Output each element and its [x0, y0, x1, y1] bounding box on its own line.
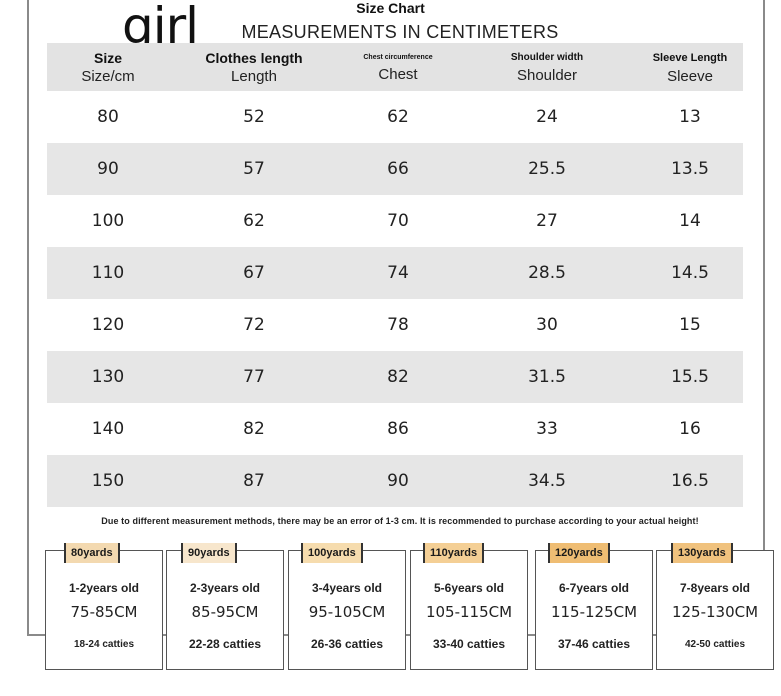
cell-sleeve: 15 [679, 315, 701, 335]
card-size-tag: 120yards [548, 543, 610, 563]
header-size-sub: Size/cm [81, 68, 135, 85]
cell-length: 72 [243, 315, 265, 335]
cell-length: 82 [243, 419, 265, 439]
cell-shoulder: 24 [536, 107, 558, 127]
cell-size: 100 [91, 211, 125, 231]
cell-shoulder: 27 [536, 211, 558, 231]
cell-chest: 66 [387, 159, 409, 179]
card-height-range: 75-85CM [70, 603, 138, 621]
cell-length: 67 [243, 263, 265, 283]
card-height-range: 85-95CM [191, 603, 259, 621]
header-length [169, 43, 339, 91]
card-age: 7-8years old [679, 581, 751, 595]
cell-chest: 90 [387, 471, 409, 491]
header-chest-label: Chest circumference [363, 54, 433, 61]
table-row [47, 299, 743, 351]
cell-sleeve: 13.5 [671, 159, 709, 179]
size-cards [0, 540, 781, 680]
header-chest-sub: Chest [378, 66, 418, 83]
cell-sleeve: 14.5 [671, 263, 709, 283]
card-age: 3-4years old [311, 581, 383, 595]
cell-size: 130 [91, 367, 125, 387]
card-weight-range: 22-28 catties [188, 637, 262, 651]
card-size-tag: 130yards [671, 543, 733, 563]
header-size-label: Size [93, 50, 122, 66]
cell-shoulder: 33 [536, 419, 558, 439]
card-age: 6-7years old [558, 581, 630, 595]
cell-chest: 78 [387, 315, 409, 335]
card-height-range: 125-130CM [671, 603, 759, 621]
header-shoulder-label: Shoulder width [510, 52, 584, 63]
card-weight-range: 26-36 catties [310, 637, 384, 651]
table-row [47, 91, 743, 143]
cell-size: 140 [91, 419, 125, 439]
table-row [47, 455, 743, 507]
card-weight-range: 42-50 catties [684, 639, 746, 650]
header-sleeve-sub: Sleeve [667, 68, 713, 85]
cell-chest: 70 [387, 211, 409, 231]
card-size-tag: 100yards [301, 543, 363, 563]
card-weight-range: 33-40 catties [432, 637, 506, 651]
cell-length: 87 [243, 471, 265, 491]
cell-chest: 74 [387, 263, 409, 283]
cell-sleeve: 16.5 [671, 471, 709, 491]
cell-length: 52 [243, 107, 265, 127]
cell-length: 77 [243, 367, 265, 387]
card-size-tag: 80yards [64, 543, 120, 563]
cell-sleeve: 14 [679, 211, 701, 231]
card-size-tag: 110yards [423, 543, 484, 563]
header-shoulder [457, 43, 637, 91]
size-chart-title: Size Chart [356, 0, 425, 16]
girl-label: girl [122, 0, 199, 55]
header-length-sub: Length [231, 68, 277, 85]
cell-shoulder: 34.5 [528, 471, 566, 491]
cell-size: 150 [91, 471, 125, 491]
card-size-tag: 90yards [181, 543, 237, 563]
card-weight-range: 18-24 catties [73, 639, 135, 650]
cell-size: 80 [97, 107, 119, 127]
cell-shoulder: 28.5 [528, 263, 566, 283]
card-height-range: 115-125CM [550, 603, 638, 621]
table-header-row [47, 43, 743, 91]
table-row [47, 403, 743, 455]
cell-shoulder: 30 [536, 315, 558, 335]
cell-length: 62 [243, 211, 265, 231]
header-length-label: Clothes length [205, 50, 303, 66]
cell-size: 120 [91, 315, 125, 335]
cell-chest: 62 [387, 107, 409, 127]
header-chest [339, 43, 457, 91]
header-sleeve [637, 43, 743, 91]
header-sleeve-label: Sleeve Length [652, 52, 728, 64]
cell-sleeve: 13 [679, 107, 701, 127]
cell-shoulder: 31.5 [528, 367, 566, 387]
table-row [47, 195, 743, 247]
header-shoulder-sub: Shoulder [516, 67, 578, 84]
cell-sleeve: 15.5 [671, 367, 709, 387]
table-row [47, 247, 743, 299]
header-size [47, 43, 169, 91]
cell-chest: 86 [387, 419, 409, 439]
card-age: 5-6years old [433, 581, 505, 595]
size-card [45, 547, 163, 670]
size-table [47, 43, 743, 507]
card-height-range: 105-115CM [425, 603, 513, 621]
size-card [535, 547, 653, 670]
size-card [166, 547, 284, 670]
card-age: 2-3years old [189, 581, 261, 595]
card-age: 1-2years old [68, 581, 140, 595]
cell-length: 57 [243, 159, 265, 179]
cell-sleeve: 16 [679, 419, 701, 439]
cell-shoulder: 25.5 [528, 159, 566, 179]
card-weight-range: 37-46 catties [557, 637, 631, 651]
cell-chest: 82 [387, 367, 409, 387]
cell-size: 110 [91, 263, 125, 283]
size-card [288, 547, 406, 670]
table-row [47, 351, 743, 403]
table-row [47, 143, 743, 195]
card-height-range: 95-105CM [308, 603, 386, 621]
measurement-note: Due to different measurement methods, there may be an error of 1-3 cm. It is recommended to purchase according to your actual height! [101, 516, 699, 526]
cell-size: 90 [97, 159, 119, 179]
size-card [656, 547, 774, 670]
size-card [410, 547, 528, 670]
measurements-subtitle: MEASUREMENTS IN CENTIMETERS [241, 22, 559, 42]
